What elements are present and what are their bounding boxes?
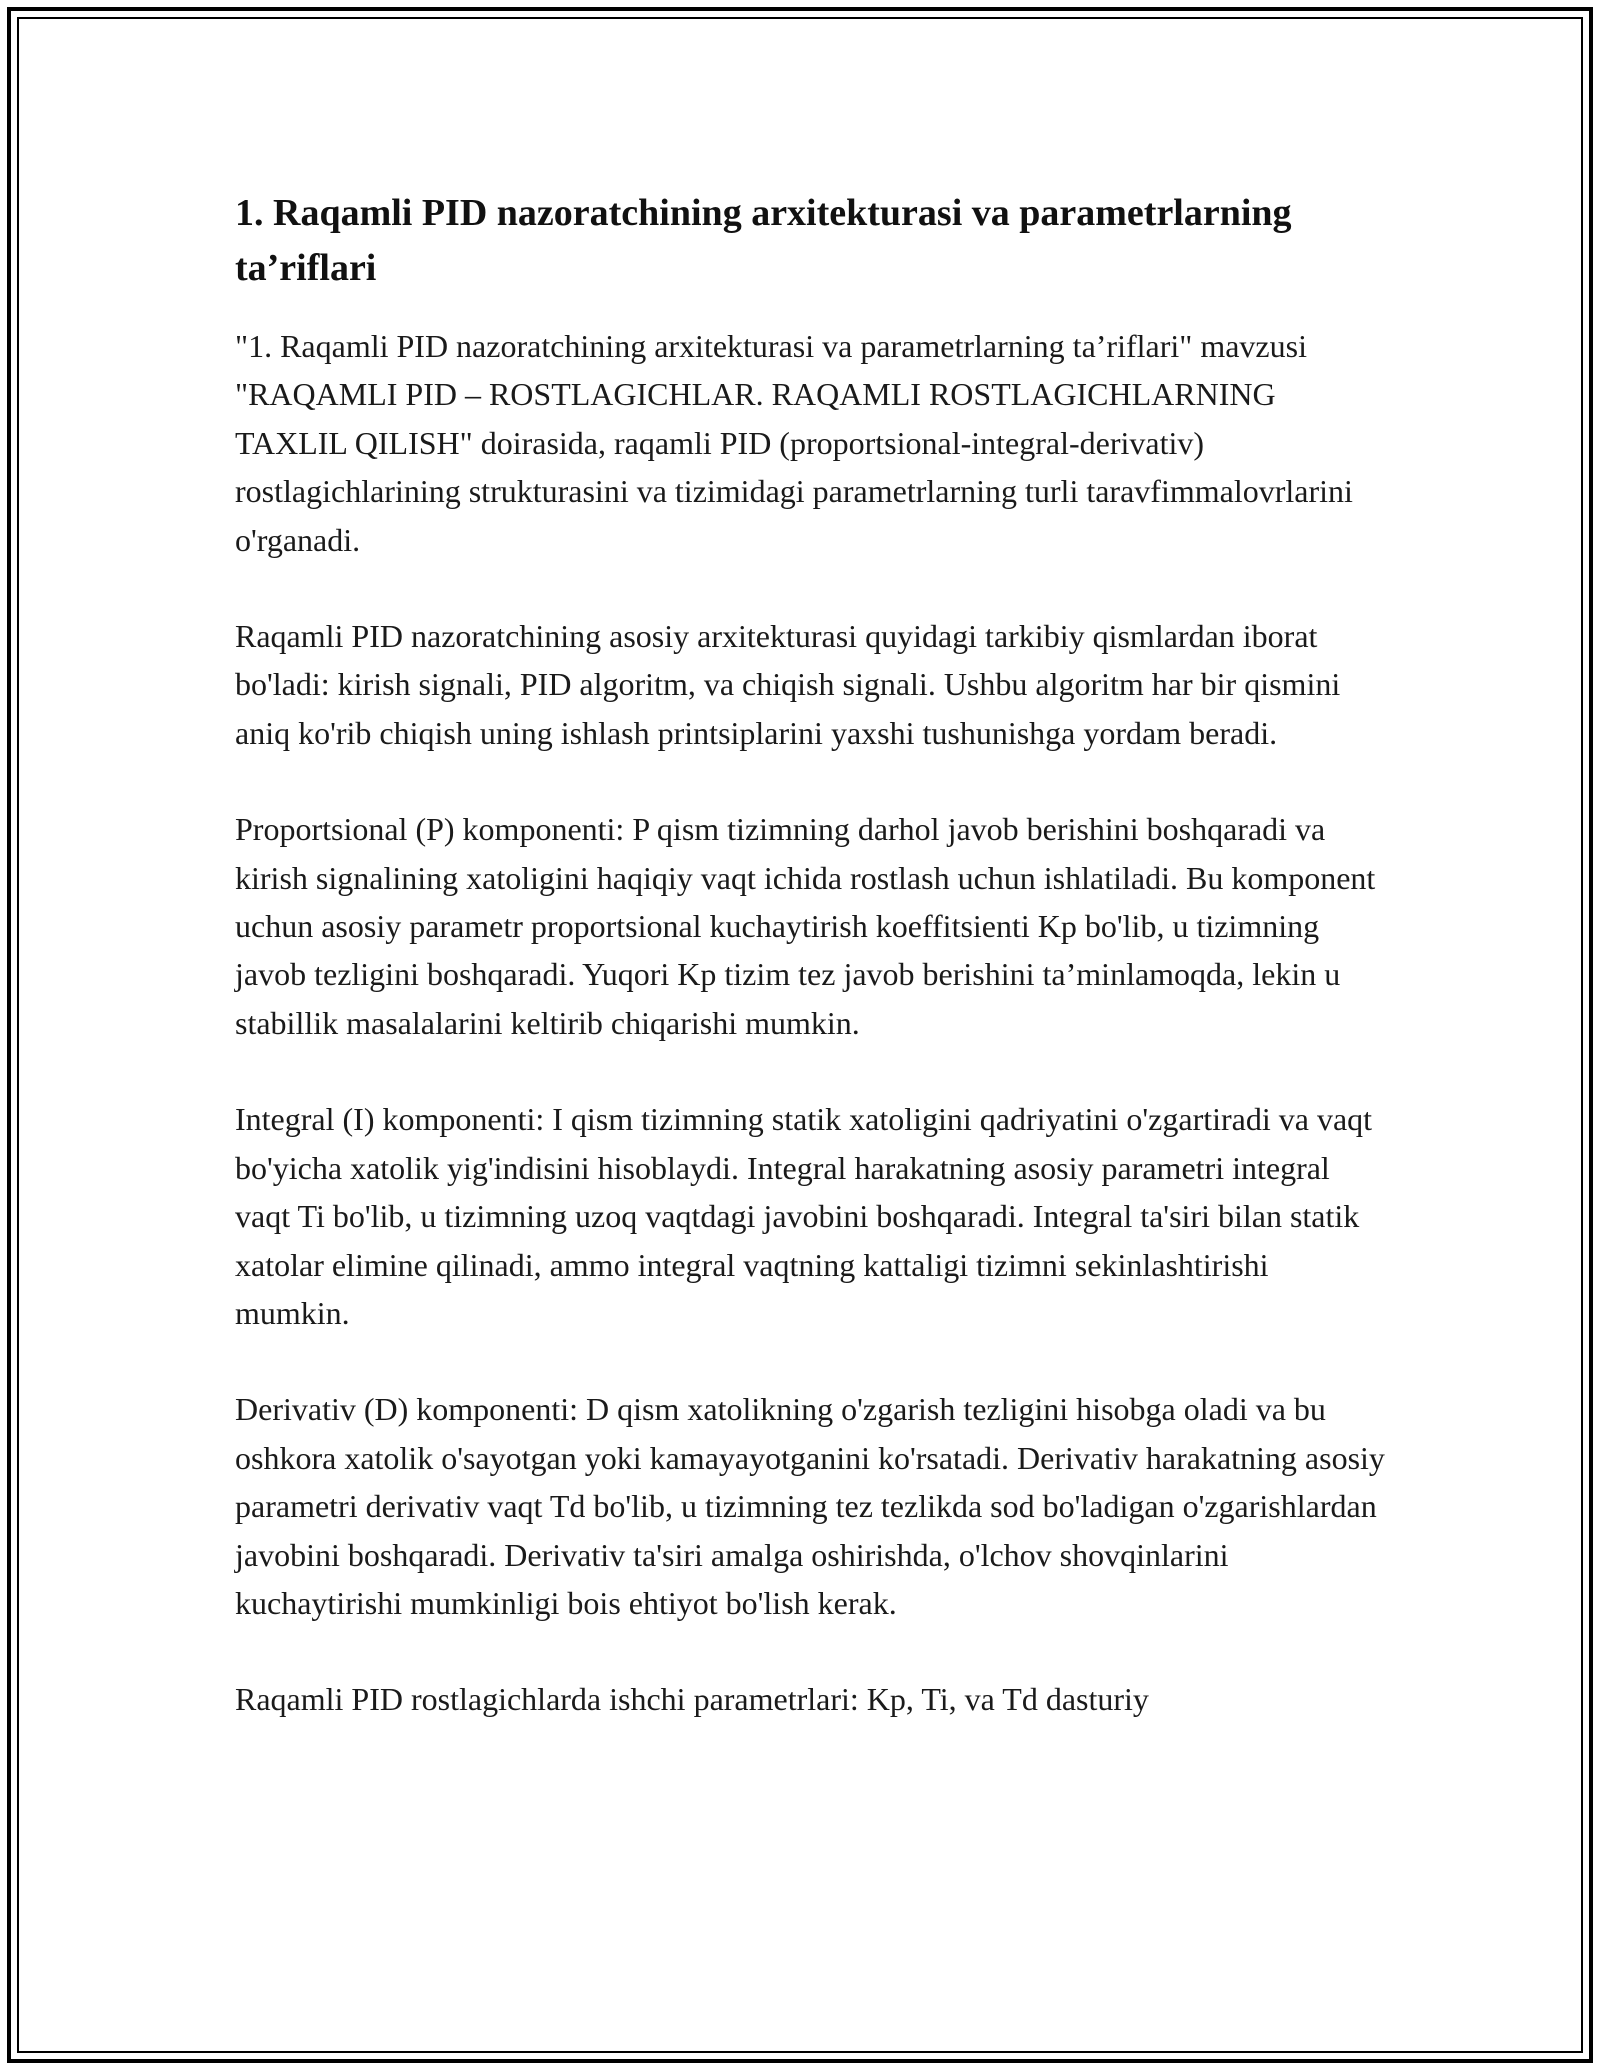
paragraph-parameters: Raqamli PID rostlagichlarda ishchi parametrlari: Kp, Ti, va Td dasturiy (235, 1681, 1149, 1718)
paragraph-derivative: Derivativ (D) komponenti: D qism xatolikning o'zgarish tezligini hisobga oladi va bu oshkora xatolik o'sayotgan yoki kamayayotganini ko'rsatadi. Derivativ harakatning asosiy parametri derivativ vaqt Td bo'lib, u tizimning tez tezlikda sod bo'ladigan o'zgarishlardan javobini boshqaradi. Derivativ ta'siri amalga oshirishda, o'lchov shovqinlarini kuchaytirishi mumkinligi bois ehtiyot bo'lish kerak. (235, 1391, 1385, 1621)
section-title: 1. Raqamli PID nazoratchining arxitekturasi va parametrlarning ta’riflari (235, 192, 1292, 289)
paragraph-integral: Integral (I) komponenti: I qism tizimning statik xatoligini qadriyatini o'zgartiradi va vaqt bo'yicha xatolik yig'indisini hisoblaydi. Integral harakatning asosiy parametri integral vaqt Ti bo'lib, u tizimning uzoq vaqtdagi javobini boshqaradi. Integral ta'siri bilan statik xatolar elimine qilinadi, ammo integral vaqtning kattaligi tizimni sekinlashtirishi mumkin. (235, 1101, 1373, 1331)
document-body (235, 186, 1385, 1772)
paragraph-architecture: Raqamli PID nazoratchining asosiy arxitekturasi quyidagi tarkibiy qismlardan iborat bo'ladi: kirish signali, PID algoritm, va chiqish signali. Ushbu algoritm har bir qismini aniq ko'rib chiqish uning ishlash printsiplarini yaxshi tushunishga yordam beradi. (235, 618, 1341, 751)
paragraph-intro: "1. Raqamli PID nazoratchining arxitekturasi va parametrlarning ta’riflari" mavzusi "RAQAMLI PID – ROSTLAGICHLAR. RAQAMLI ROSTLAGICHLARNING TAXLIL QILISH" doirasida, raqamli PID (proportsional-integral-derivativ) rostlagichlarining strukturasini va tizimidagi parametrlarning turli taravfimmalovrlarini o'rganadi. (235, 328, 1353, 558)
paragraph-proportional: Proportsional (P) komponenti: P qism tizimning darhol javob berishini boshqaradi va kirish signalining xatoligini haqiqiy vaqt ichida rostlash uchun ishlatiladi. Bu komponent uchun asosiy parametr proportsional kuchaytirish koeffitsienti Kp bo'lib, u tizimning javob tezligini boshqaradi. Yuqori Kp tizim tez javob berishini ta’minlamoqda, lekin u stabillik masalalarini keltirib chiqarishi mumkin. (235, 811, 1376, 1041)
